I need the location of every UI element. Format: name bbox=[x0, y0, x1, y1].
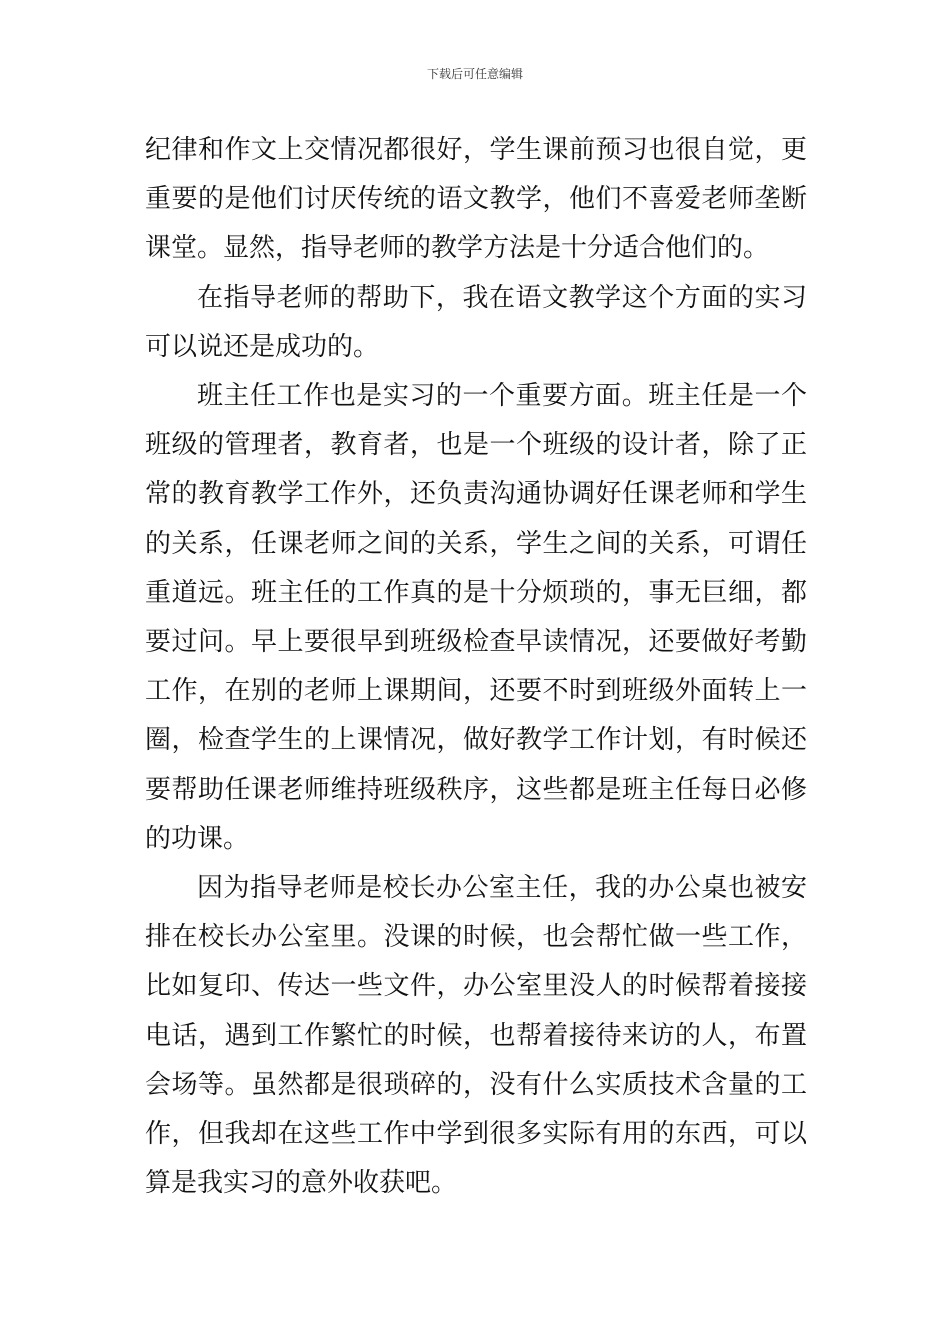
paragraph-3: 班主任工作也是实习的一个重要方面。班主任是一个班级的管理者，教育者，也是一个班级的设计者，除了正常的教育教学工作外，还负责沟通协调好任课老师和学生的关系，任课老师之间的关系，学生之间的关系，可谓任重道远。班主任的工作真的是十分烦琐的，事无巨细，都要过问。早上要很早到班级检查早读情况，还要做好考勤工作，在别的老师上课期间，还要不时到班级外面转上一圈，检查学生的上课情况，做好教学工作计划，有时候还要帮助任课老师维持班级秩序，这些都是班主任每日必修的功课。 bbox=[145, 381, 807, 854]
paragraph-4: 因为指导老师是校长办公室主任，我的办公桌也被安排在校长办公室里。没课的时候，也会帮忙做一些工作，比如复印、传达一些文件，办公室里没人的时候帮着接接电话，遇到工作繁忙的时候，也帮着接待来访的人，布置会场等。虽然都是很琐碎的，没有什么实质技术含量的工作，但我却在这些工作中学到很多实际有用的东西，可以算是我实习的意外收获吧。 bbox=[145, 873, 807, 1199]
page-header: 下载后可任意编辑 bbox=[426, 67, 523, 81]
document-body bbox=[145, 126, 807, 1208]
paragraph-1: 纪律和作文上交情况都很好，学生课前预习也很自觉，更重要的是他们讨厌传统的语文教学，他们不喜爱老师垄断课堂。显然，指导老师的教学方法是十分适合他们的。 bbox=[145, 135, 807, 264]
paragraph-2: 在指导老师的帮助下，我在语文教学这个方面的实习可以说还是成功的。 bbox=[145, 282, 807, 362]
